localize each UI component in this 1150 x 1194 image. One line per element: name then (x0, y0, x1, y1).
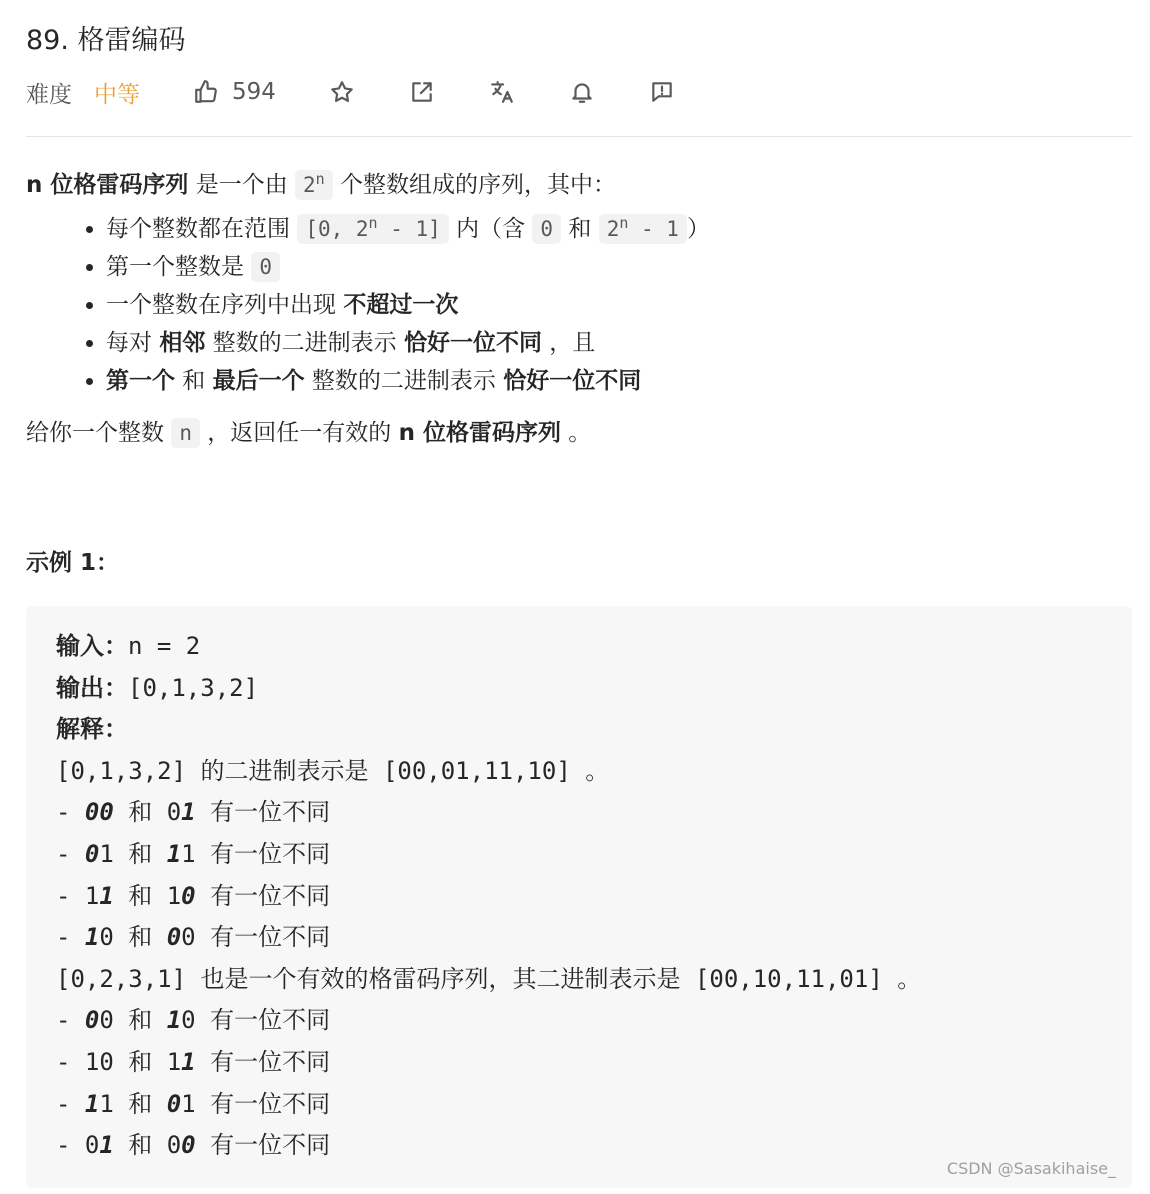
explain-line: [0,2,3,1] 也是一个有效的格雷码序列，其二进制表示是 [00,10,11,01] 。 (56, 964, 922, 993)
term-bold: n 位格雷码序列 (26, 172, 189, 198)
diff-line: - 00 和 01 有一位不同 (56, 798, 331, 827)
diff-line: - 11 和 10 有一位不同 (56, 881, 331, 910)
inline-code: 2$^n$ - 1 (599, 214, 687, 244)
diff-line: - 10 和 11 有一位不同 (56, 1047, 331, 1076)
feedback-icon[interactable] (648, 78, 676, 106)
like-button[interactable] (192, 78, 276, 106)
requirements-list (26, 204, 1126, 400)
star-icon[interactable] (328, 78, 356, 106)
difficulty-label: 难度 (26, 81, 72, 108)
translate-icon[interactable] (488, 78, 516, 106)
output-label: 输出： (56, 673, 128, 702)
list-item: • 一个整数在序列中出现 不超过一次 (106, 286, 1126, 324)
list-item: • 每个整数都在范围 [0, 2$^n$ - 1] 内（含 0 和 2$^n$ - 1 ） (106, 204, 1126, 248)
explain-label: 解释： (56, 715, 128, 744)
example-block (26, 606, 1132, 1188)
output-value: [0,1,3,2] (128, 673, 259, 702)
list-item: • 每对 相邻 整数的二进制表示 恰好一位不同 ，且 (106, 324, 1126, 362)
like-count: 594 (232, 79, 276, 105)
example-code (56, 626, 921, 1167)
problem-description (26, 160, 1126, 452)
share-icon[interactable] (408, 78, 436, 106)
inline-code: 0 (532, 214, 561, 244)
diff-line: - 01 和 00 有一位不同 (56, 1131, 331, 1160)
watermark: CSDN @Sasakihaise_ (946, 1159, 1116, 1178)
problem-title: 89. 格雷编码 (26, 25, 186, 56)
task-paragraph: 给你一个整数 n ，返回任一有效的 n 位格雷码序列 。 (26, 420, 592, 446)
input-value: n = 2 (128, 632, 201, 660)
inline-code: n (171, 418, 200, 448)
text: 个整数组成的序列，其中： (332, 172, 617, 198)
list-item: • 第一个整数是 0 (106, 248, 1126, 286)
intro-paragraph (26, 160, 1126, 204)
diff-line: - 00 和 10 有一位不同 (56, 1006, 331, 1035)
explain-line: [0,1,3,2] 的二进制表示是 [00,01,11,10] 。 (56, 756, 610, 785)
text: 是一个由 (188, 172, 296, 198)
divider (26, 136, 1132, 137)
inline-code: 0 (251, 252, 280, 282)
example-title: 示例 1： (26, 550, 120, 576)
diff-line: - 01 和 11 有一位不同 (56, 839, 331, 868)
inline-code: [0, 2$^n$ - 1] (297, 214, 448, 244)
difficulty-badge: 中等 (94, 81, 140, 108)
diff-line: - 10 和 00 有一位不同 (56, 923, 331, 952)
list-item: • 第一个 和 最后一个 整数的二进制表示 恰好一位不同 (106, 362, 1126, 400)
bell-icon[interactable] (568, 78, 596, 106)
thumbs-up-icon (192, 78, 220, 106)
problem-meta-bar (26, 72, 728, 112)
input-label: 输入： (56, 632, 128, 660)
diff-line: - 11 和 01 有一位不同 (56, 1089, 331, 1118)
inline-code: 2$^n$ (295, 170, 333, 200)
